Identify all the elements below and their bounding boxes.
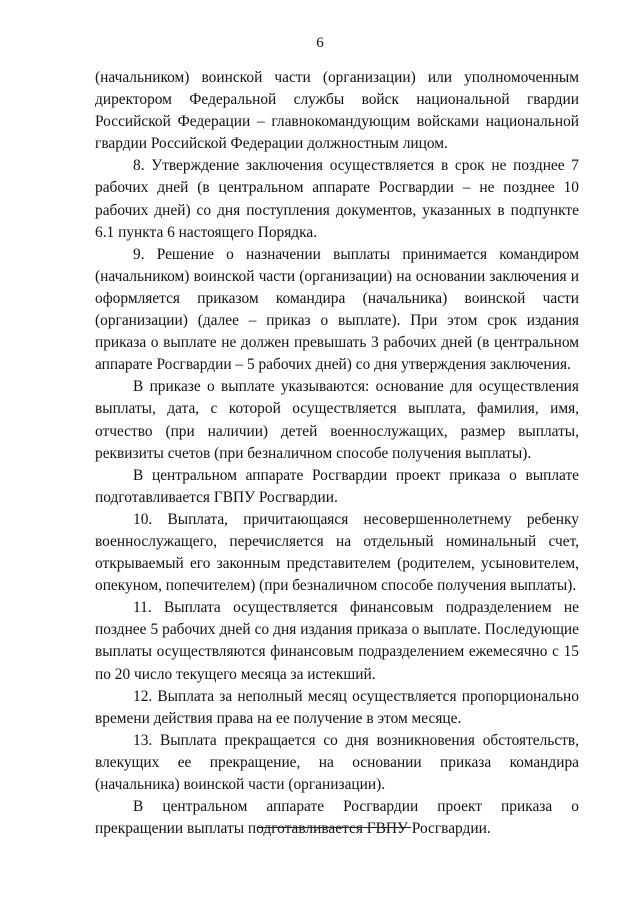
paragraph-order-contents: В приказе о выплате указываются: основание для осуществления выплаты, дата, с которой осуществляется выплата, фамилия, имя, отчество (при наличии) детей военнослужащих, размер выплаты, реквизиты счетов (при безналичном способе получения выплаты). [95,378,579,462]
document-body [95,67,579,840]
end-separator-line [257,827,411,828]
paragraph-item-8: 8. Утверждение заключения осуществляется в срок не позднее 7 рабочих дней (в центральном аппарате Росгвардии – не позднее 10 рабочих дней) со дня поступления документов, указанных в подпункте 6.1 пункта 6 настоящего Порядка. [95,157,579,241]
paragraph-continuation: (начальником) воинской части (организации) или уполномоченным директором Федеральной службы войск национальной гвардии Российской Федерации – главнокомандующим войсками национальной гвардии Российской Федерации должностным лицом. [95,69,579,153]
paragraph-termination-draft: В центральном аппарате Росгвардии проект приказа о прекращении выплаты подготавливается ГВПУ Росгвардии. [95,798,579,838]
paragraph-item-13: 13. Выплата прекращается со дня возникновения обстоятельств, влекущих ее прекращение, на основании приказа командира (начальника) воинской части (организации). [95,731,579,793]
paragraph-item-10: 10. Выплата, причитающаяся несовершеннолетнему ребенку военнослужащего, перечисляется на отдельный номинальный счет, открываемый его законным представителем (родителем, усыновителем, опекуном, попечителем) (при безналичном способе получения выплаты). [95,510,579,595]
paragraph-item-12: 12. Выплата за неполный месяц осуществляется пропорционально времени действия права на ее получение в этом месяце. [95,687,579,727]
page-number: 6 [316,35,324,51]
paragraph-item-9: 9. Решение о назначении выплаты принимается командиром (начальником) воинской части (организации) на основании заключения и оформляется приказом командира (начальника) воинской части (организации) (далее – приказ о выплате). При этом срок издания приказа о выплате не должен превышать 3 рабочих дней (в центральном аппарате Росгвардии – 5 рабочих дней) со дня утверждения заключения. [95,245,579,374]
paragraph-item-11: 11. Выплата осуществляется финансовым подразделением не позднее 5 рабочих дней со дня издания приказа о выплате. Последующие выплаты осуществляются финансовым подразделением ежемесячно с 15 по 20 число текущего месяца за истекший. [95,599,579,683]
paragraph-order-draft: В центральном аппарате Росгвардии проект приказа о выплате подготавливается ГВПУ Росгвардии. [95,466,579,506]
